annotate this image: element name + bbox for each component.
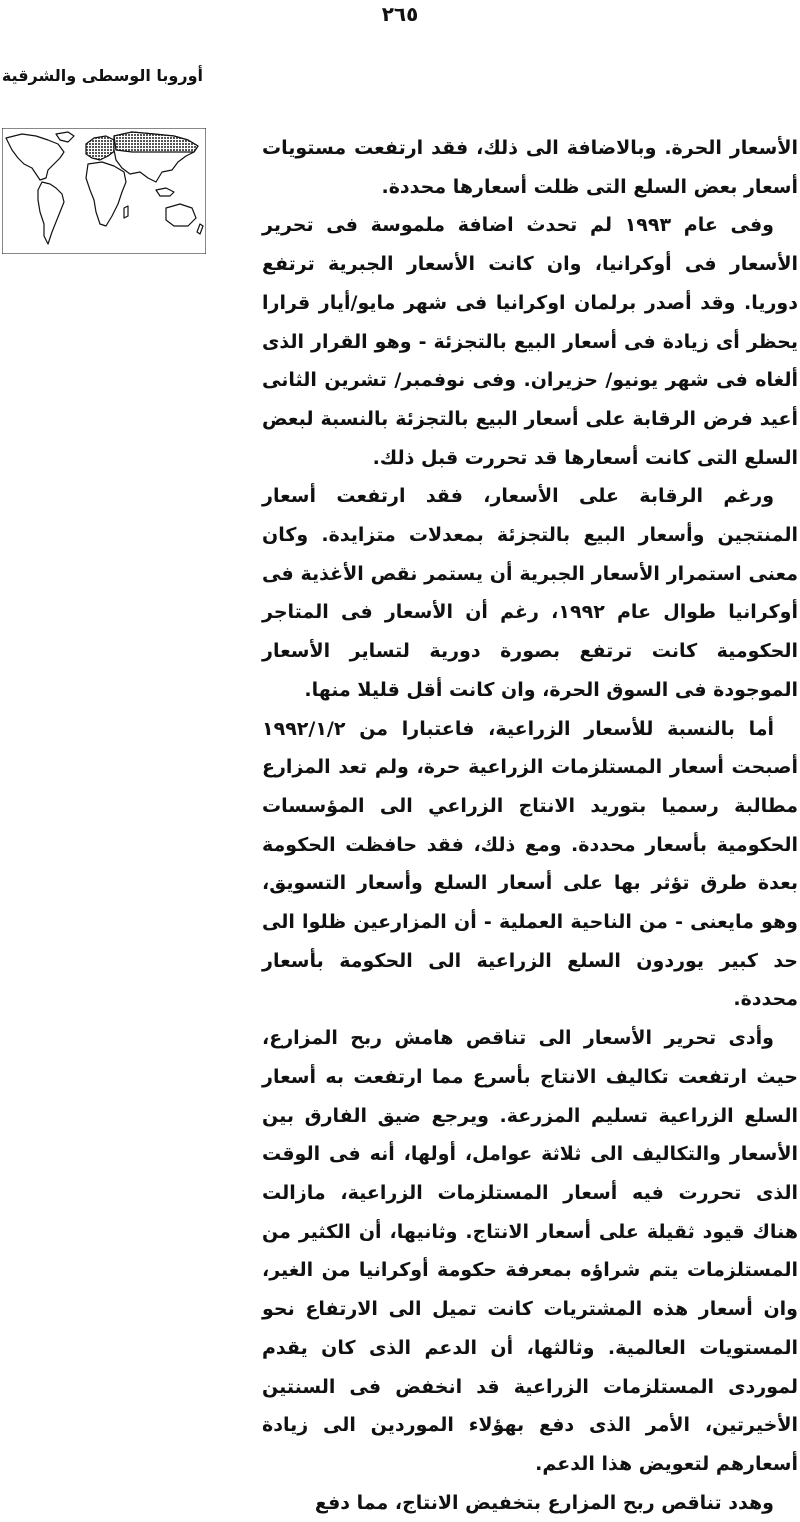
paragraph: ورغم الرقابة على الأسعار، فقد ارتفعت أسعار المنتجين وأسعار البيع بالتجزئة بمعدلات متزايدة. وكان معنى استمرار الأسعار الجبرية أن يستمر نقص الأغذية فى أوكرانيا طوال عام ١٩٩٢، رغم أن الأسعار فى المتاجر الحكومية كانت ترتفع بصورة دورية لتساير الأسعار الموجودة فى السوق الحرة، وان كانت أقل قليلا منها. <box>262 485 798 701</box>
world-map-icon <box>2 128 206 254</box>
paragraph: وأدى تحرير الأسعار الى تناقص هامش ربح المزارع، حيث ارتفعت تكاليف الانتاج بأسرع مما ارتفعت به أسعار السلع الزراعية تسليم المزرعة. ويرجع ضيق الفارق بين الأسعار والتكاليف الى ثلاثة عوامل، أولها، أنه فى الوقت الذى تحررت فيه أسعار المستلزمات الزراعية، مازالت هناك قيود ثقيلة على أسعار الانتاج. وثانيها، أن الكثير من المستلزمات يتم شراؤه بمعرفة حكومة أوكرانيا من الغير، وان أسعار هذه المشتريات كانت تميل الى الارتفاع نحو المستويات العالمية. وثالثها، أن الدعم الذى كان يقدم لموردى المستلزمات الزراعية قد انخفض فى السنتين الأخيرتين، الأمر الذى دفع بهؤلاء الموردين الى زيادة أسعارهم لتعويض هذا الدعم. <box>262 1027 798 1475</box>
body-text <box>262 129 798 1522</box>
section-title: أوروبا الوسطى والشرقية <box>1 66 203 85</box>
paragraph: أما بالنسبة للأسعار الزراعية، فاعتبارا من ١٩٩٢/١/٢ أصبحت أسعار المستلزمات الزراعية حرة، ولم تعد المزارع مطالبة رسميا بتوريد الانتاج الزراعي الى المؤسسات الحكومية بأسعار محددة. ومع ذلك، فقد حافظت الحكومة بعدة طرق تؤثر بها على أسعار السلع وأسعار التسويق، وهو مايعنى - من الناحية العملية - أن المزارعين ظلوا الى حد كبير يوردون السلع الزراعية الى الحكومة بأسعار محددة. <box>262 717 798 1011</box>
page-number: ٢٦٥ <box>381 2 419 26</box>
paragraph: وهدد تناقص ربح المزارع بتخفيض الانتاج، مما دفع <box>314 1491 774 1514</box>
paragraph: وفى عام ١٩٩٣ لم تحدث اضافة ملموسة فى تحرير الأسعار فى أوكرانيا، وان كانت الأسعار الجبرية ترتفع دوريا. وقد أصدر برلمان اوكرانيا فى شهر مايو/أيار قرارا يحظر أى زيادة فى أسعار البيع بالتجزئة - وهو القرار الذى ألغاه فى شهر يونيو/ حزيران. وفى نوفمبر/ تشرين الثانى أعيد فرض الرقابة على أسعار البيع بالتجزئة بالنسبة لبعض السلع التى كانت أسعارها قد تحررت قبل ذلك. <box>262 214 798 469</box>
paragraph: الأسعار الحرة. وبالاضافة الى ذلك، فقد ارتفعت مستويات أسعار بعض السلع التى ظلت أسعارها محددة. <box>262 137 798 198</box>
